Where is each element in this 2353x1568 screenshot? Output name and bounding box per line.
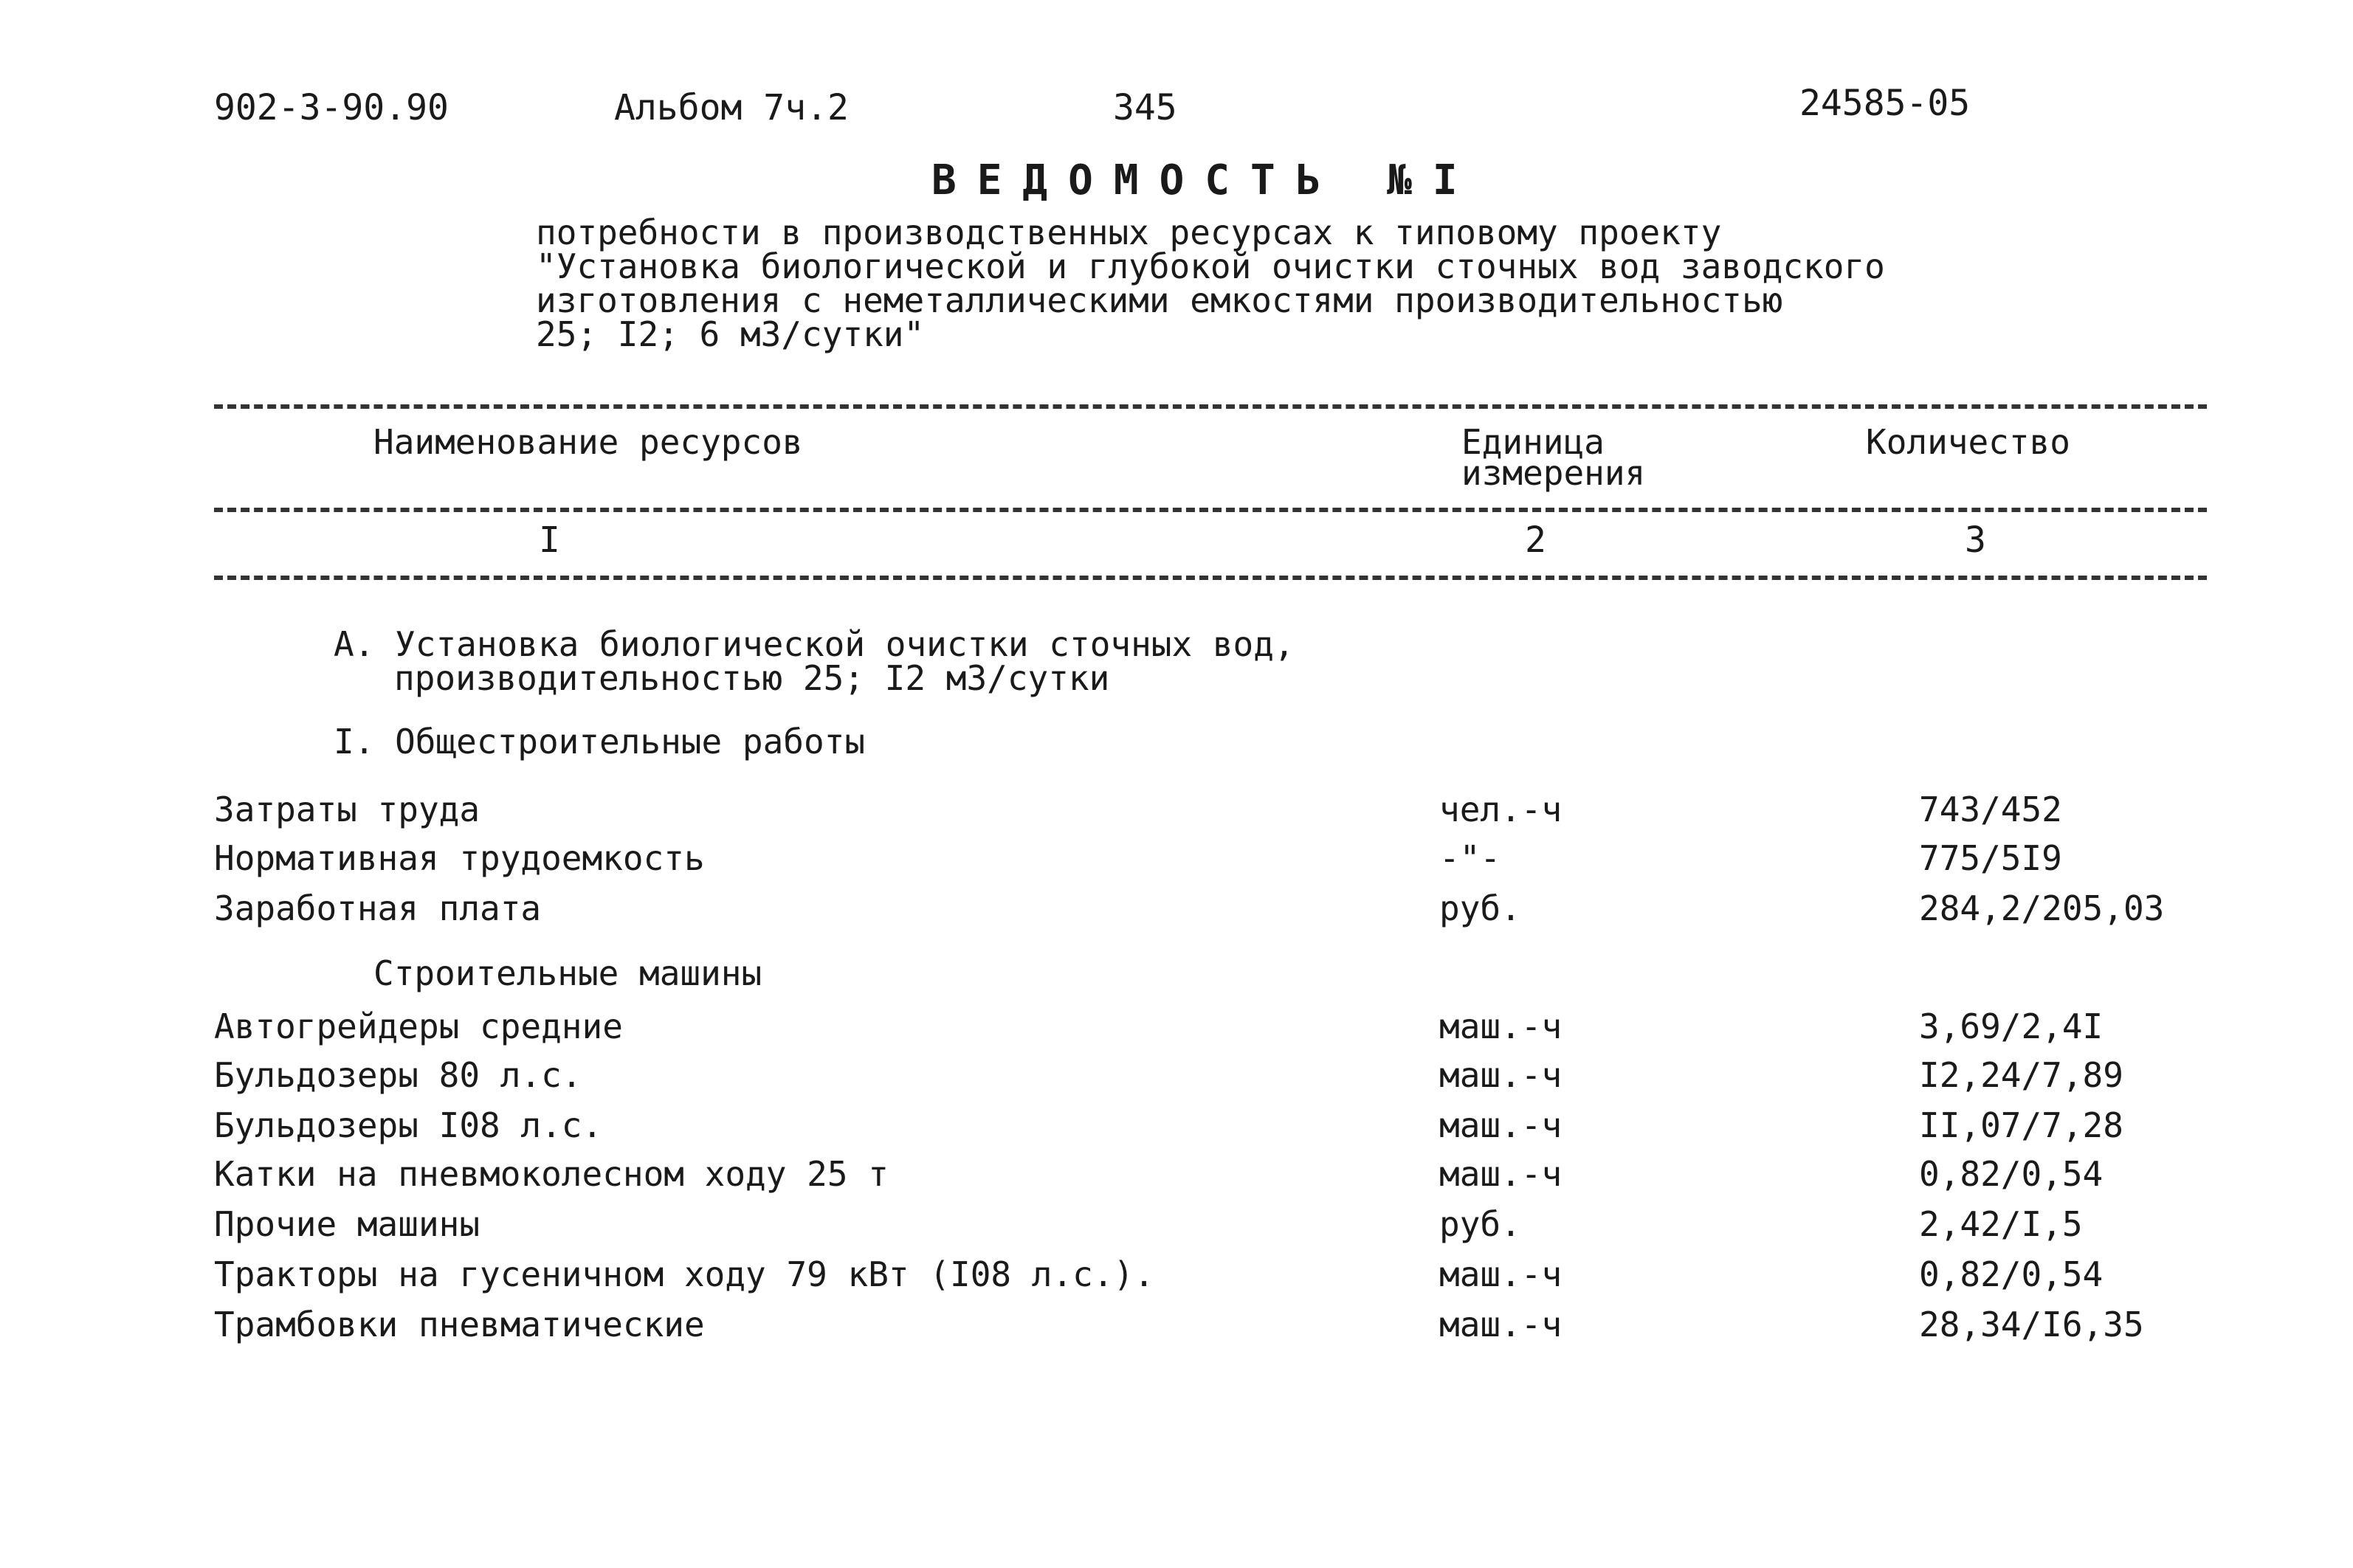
row-quantity: 284,2/205,03: [1919, 888, 2165, 928]
row-quantity: 28,34/I6,35: [1919, 1305, 2144, 1344]
section-a-heading: [334, 624, 1295, 698]
page-number: 345: [1113, 87, 1177, 128]
col-header-unit: [1461, 424, 1645, 491]
row-quantity: 0,82/0,54: [1919, 1154, 2104, 1194]
table-row: [214, 1305, 2207, 1355]
table-rule-middle: [214, 508, 2207, 512]
table-row: [214, 838, 2207, 888]
row-name: Заработная плата: [214, 888, 542, 928]
row-unit: руб.: [1439, 888, 1521, 928]
row-unit: -"-: [1439, 838, 1501, 878]
row-quantity: 743/452: [1919, 790, 2062, 829]
table-row: [214, 790, 2207, 840]
row-name: Прочие машины: [214, 1204, 480, 1244]
row-name: Трамбовки пневматические: [214, 1305, 705, 1344]
col-number-2: 2: [1525, 519, 1546, 561]
row-name: Катки на пневмоколесном ходу 25 т: [214, 1154, 889, 1194]
document-title: ВЕДОМОСТЬ №I: [931, 156, 1478, 204]
table-row: [214, 1254, 2207, 1305]
album-label: Альбом 7ч.2: [614, 87, 849, 128]
subtitle-line: "Установка биологической и глубокой очистки сточных вод заводского: [536, 246, 1885, 286]
row-unit: маш.-ч: [1439, 1254, 1563, 1294]
subtitle-line: изготовления с неметаллическими емкостями производительностью: [536, 280, 1783, 320]
section-a-line1: А. Установка биологической очистки сточных вод,: [334, 624, 1295, 664]
row-unit: маш.-ч: [1439, 1105, 1563, 1145]
table-row: [214, 888, 2207, 939]
col-header-quantity: Количество: [1866, 422, 2070, 462]
row-unit: маш.-ч: [1439, 1305, 1563, 1344]
table-row: [214, 1154, 2207, 1204]
row-unit: маш.-ч: [1439, 1154, 1563, 1194]
document-subtitle: [536, 213, 1885, 354]
row-unit: маш.-ч: [1439, 1055, 1563, 1095]
row-unit: чел.-ч: [1439, 790, 1563, 829]
row-quantity: 2,42/I,5: [1919, 1204, 2083, 1244]
row-unit: маш.-ч: [1439, 1006, 1563, 1046]
inventory-number: 24585-05: [1799, 83, 1971, 124]
row-quantity: II,07/7,28: [1919, 1105, 2123, 1145]
table-rule-bottom: [214, 576, 2207, 580]
row-name: Затраты труда: [214, 790, 480, 829]
table-row: [214, 1204, 2207, 1254]
subtitle-line: 25; I2; 6 м3/сутки": [536, 314, 925, 354]
col-number-1: I: [539, 519, 560, 561]
row-name: Автогрейдеры средние: [214, 1006, 623, 1046]
row-quantity: 3,69/2,4I: [1919, 1006, 2104, 1046]
table-row: [214, 1006, 2207, 1057]
row-name: Тракторы на гусеничном ходу 79 кВт (I08 л.с.).: [214, 1254, 1154, 1294]
col-header-unit-line1: Единица: [1461, 422, 1605, 462]
row-quantity: I2,24/7,89: [1919, 1055, 2123, 1095]
table-row: [214, 1055, 2207, 1105]
table-rule-top: [214, 404, 2207, 409]
section-a-line2: производительностью 25; I2 м3/сутки: [394, 658, 1110, 698]
row-name: Бульдозеры I08 л.с.: [214, 1105, 603, 1145]
row-unit: руб.: [1439, 1204, 1521, 1244]
row-quantity: 0,82/0,54: [1919, 1254, 2104, 1294]
col-header-unit-line2: измерения: [1461, 453, 1646, 493]
col-header-name: Наименование ресурсов: [373, 422, 803, 462]
document-code: 902-3-90.90: [214, 87, 449, 128]
row-name: Нормативная трудоемкость: [214, 838, 705, 878]
machines-heading: Строительные машины: [373, 953, 762, 993]
subtitle-line: потребности в производственных ресурсах к типовому проекту: [536, 213, 1722, 252]
row-name: Бульдозеры 80 л.с.: [214, 1055, 582, 1095]
section-1-heading: I. Общестроительные работы: [334, 722, 866, 761]
col-number-3: 3: [1965, 519, 1986, 561]
row-quantity: 775/5I9: [1919, 838, 2062, 878]
table-row: [214, 1105, 2207, 1156]
